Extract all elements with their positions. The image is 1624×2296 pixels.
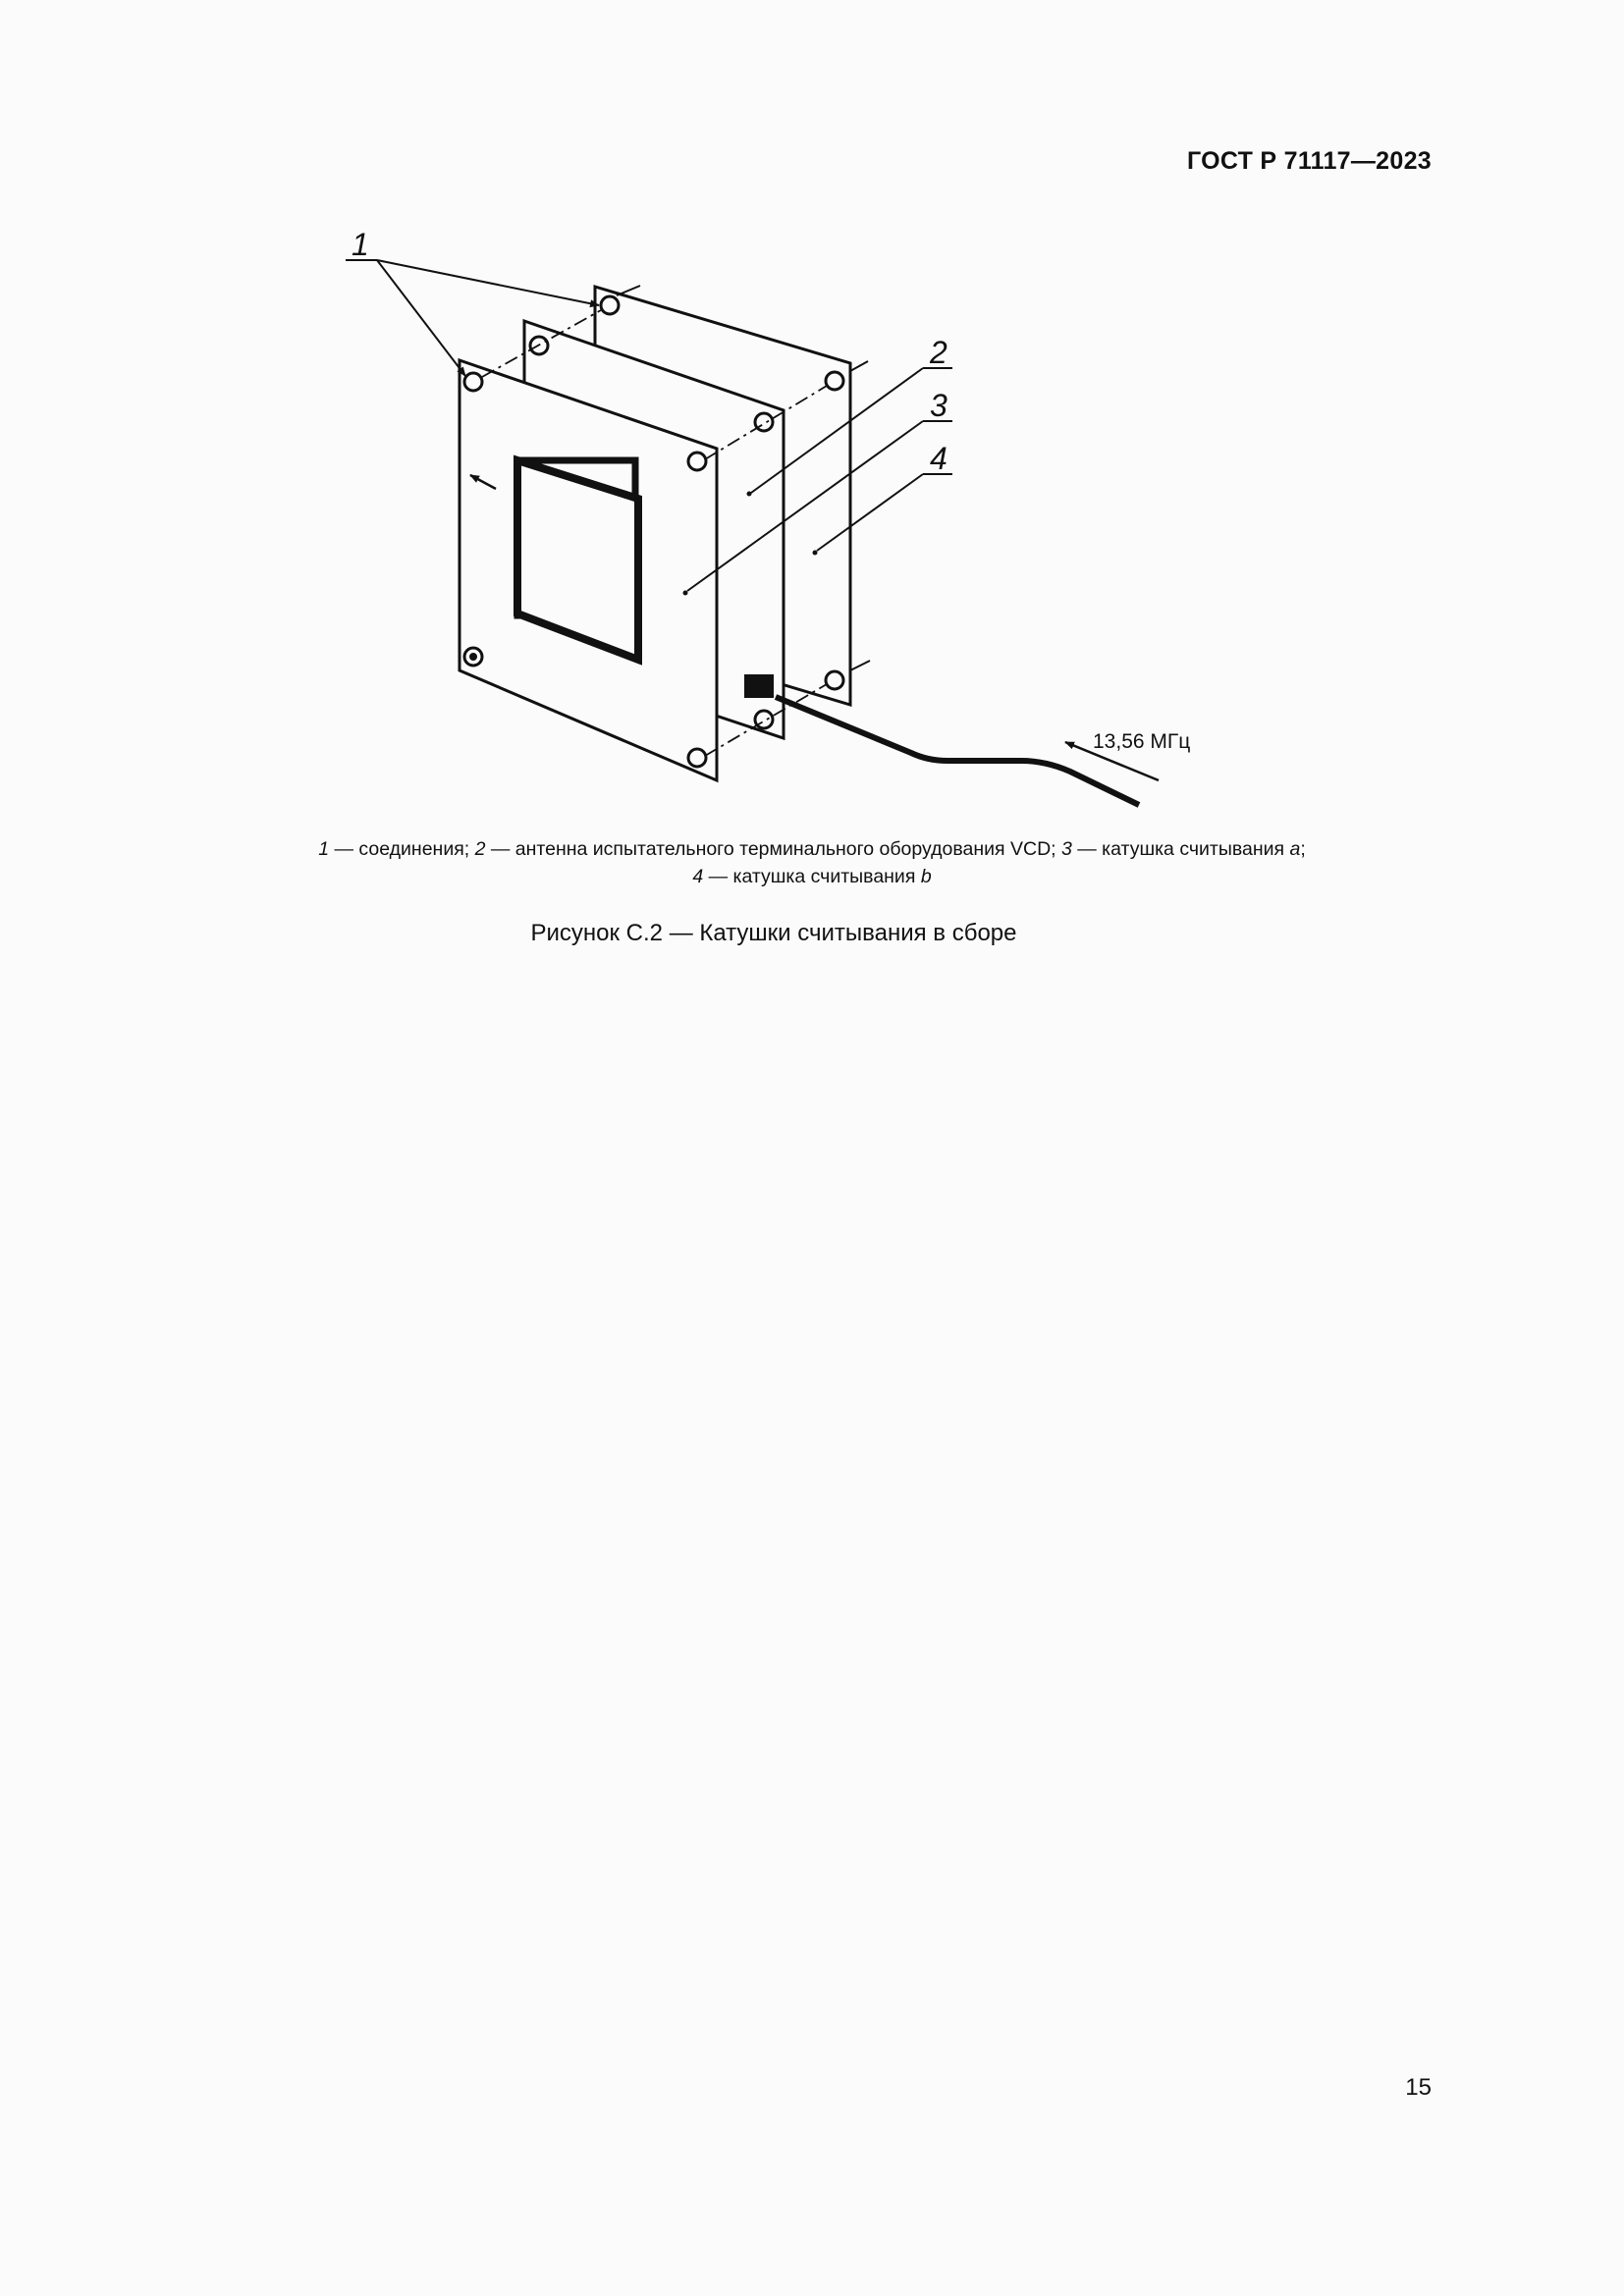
legend-line-2 <box>147 863 1477 890</box>
panel-edge-tick <box>617 286 640 295</box>
connector-block <box>744 674 774 698</box>
figure-legend <box>147 835 1477 890</box>
legend-punct: ; <box>1300 838 1306 860</box>
callout-2-label: 2 <box>930 335 947 370</box>
legend-num: 3 <box>1060 838 1072 860</box>
callout-4-dot <box>813 551 818 556</box>
legend-text: — катушка считывания <box>703 866 921 887</box>
callout-1-leader-b <box>377 260 465 376</box>
callout-3-label: 3 <box>930 388 947 423</box>
legend-suffix: b <box>920 866 932 887</box>
legend-num: 2 <box>474 838 486 860</box>
callout-1-label: 1 <box>352 227 369 262</box>
legend-text: — катушка считывания <box>1071 838 1290 860</box>
legend-suffix: a <box>1289 838 1301 860</box>
standard-code: ГОСТ Р 71117—2023 <box>1186 147 1432 175</box>
legend-text: — антенна испытательного терминального оборудования VCD; <box>485 838 1061 860</box>
callout-4-label: 4 <box>930 441 947 476</box>
callout-3-dot <box>683 591 688 596</box>
callout-1-leader-a <box>377 260 599 305</box>
panel-edge-tick <box>850 361 868 371</box>
legend-line-1 <box>147 835 1477 863</box>
callout-2-dot <box>747 492 752 497</box>
figure-caption: Рисунок С.2 — Катушки считывания в сборе <box>530 920 1017 946</box>
legend-text: — соединения; <box>329 838 475 860</box>
assembly-figure <box>0 0 1624 883</box>
legend-num: 1 <box>318 838 330 860</box>
signal-label: 13,56 МГц <box>1093 730 1191 753</box>
panel-edge-tick <box>850 661 870 670</box>
legend-num: 4 <box>692 866 704 887</box>
page-number: 15 <box>1405 2074 1432 2101</box>
